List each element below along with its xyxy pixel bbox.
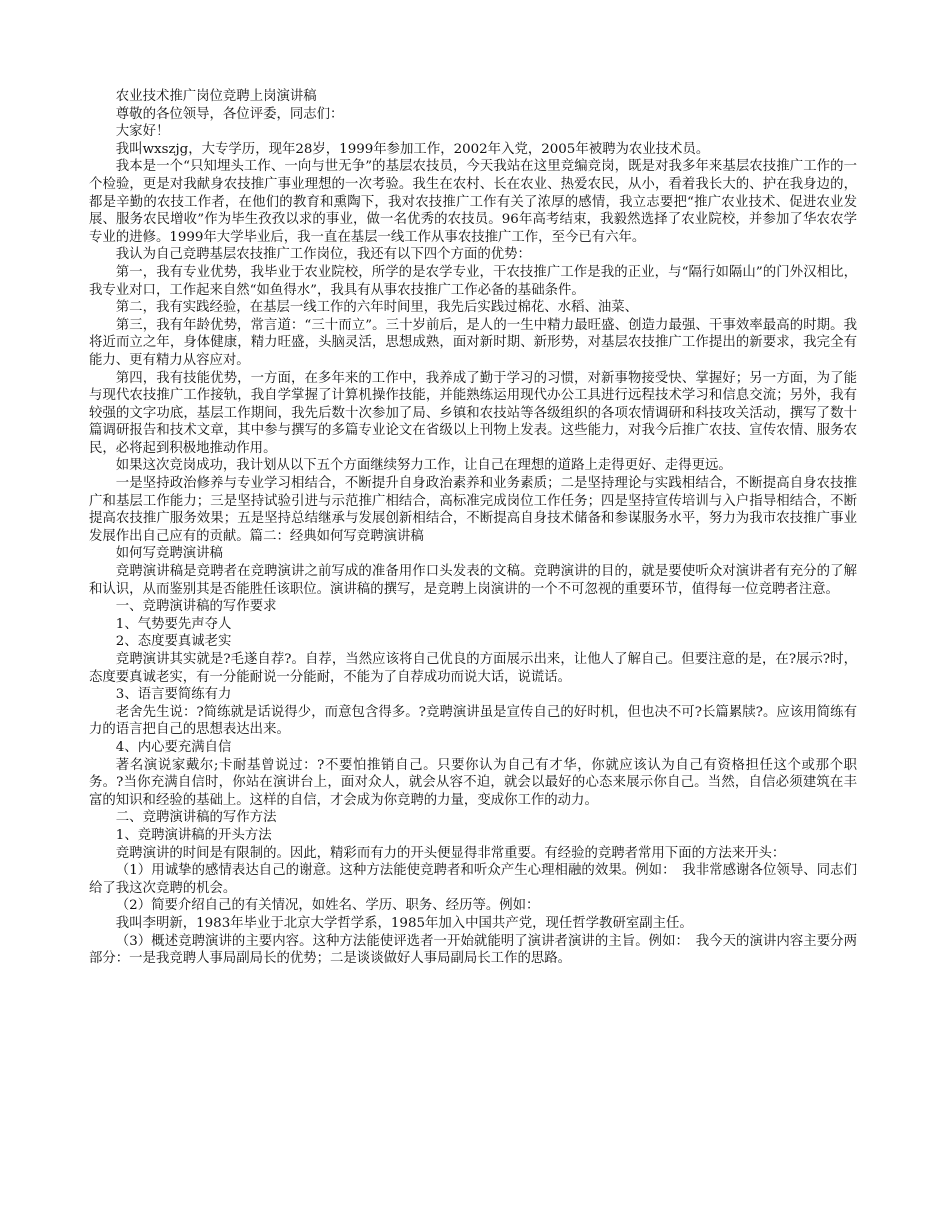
document-body [89,88,857,968]
paragraph: 我叫wxszjg，大专学历，现年28岁，1999年参加工作，2002年入党，2005年被聘为农业技术员。 [115,141,710,157]
greeting: 大家好！ [115,124,170,140]
paragraph: 竞聘演讲稿是竞聘者在竞聘演讲之前写成的准备用作口头发表的文稿。竞聘演讲的目的，就是要使听众对演讲者有充分的了解和认识，从而鉴别其是否能胜任该职位。演讲稿的撰写，是竞聘上岗演讲的一个不可忽视的重要环节，值得每一位竞聘者注意。 [89,564,857,597]
paragraph: 老舍先生说：?简练就是话说得少，而意包含得多。?竞聘演讲虽是宣传自己的好时机，但也决不可?长篇累牍?。应该用简练有力的语言把自己的思想表达出来。 [89,704,857,738]
document-title: 农业技术推广岗位竞聘上岗演讲稿 [115,89,317,104]
paragraph: 著名演说家戴尔;卡耐基曾说过：?不要怕推销自己。只要你认为自己有才华，你就应该认为自己有资格担任这个或那个职务。?当你充满自信时，你站在演讲台上，面对众人，就会从容不迫，就会以最好的心态来展示你自己。当然，自信必须建筑在丰富的知识和经验的基础上。这样的自信，才会成为你竞聘的力量，变成你工作的动力。 [89,757,857,808]
paragraph: 第四，我有技能优势，一方面，在多年来的工作中，我养成了勤于学习的习惯，对新事物接受快、掌握好；另一方面，为了能与现代农技推广工作接轨，我自学掌握了计算机操作技能，并能熟练运用现代办公工具进行远程技术学习和信息交流；另外，我有较强的文字功底，基层工作期间，我先后数十次参加了局、乡镇和农技站等各级组织的各项农情调研和科技攻关活动，撰写了数十篇调研报告和技术文章，其中参与撰写的多篇专业论文在省级以上刊物上发表。这些能力，对我今后推广农技、宣传农情、服务农民，必将起到积极地推动作用。 [89,370,857,456]
paragraph: 我认为自己竞聘基层农技推广工作岗位，我还有以下四个方面的优势： [115,247,531,263]
subheading: 4、内心要充满自信 [115,739,232,755]
paragraph: 第二，我有实践经验，在基层一线工作的六年时间里，我先后实践过棉花、水稻、油菜、 [115,300,639,316]
subheading: 1、气势要先声夺人 [115,616,232,632]
paragraph: 第三，我有年龄优势，常言道：“三十而立”。三十岁前后，是人的一生中精力最旺盛、创造力最强、干事效率最高的时期。我将近而立之年，身体健康，精力旺盛，头脑灵活，思想成熟，面对新时期、新形势，对基层农技推广工作提出的新要求，我完全有能力、更有精力从容应对。 [89,317,857,368]
subheading: 3、语言要简练有力 [115,687,232,703]
paragraph: （3）概述竞聘演讲的主要内容。这种方法能使评选者一开始就能明了演讲者演讲的主旨。例如： 我今天的演讲内容主要分两部分：一是我竞聘人事局副局长的优势；二是谈谈做好人事局副局长工作的思路。 [89,933,857,967]
section-title: 如何写竞聘演讲稿 [115,546,223,562]
paragraph: 我本是一个“只知埋头工作、一向与世无争”的基层农技员，今天我站在这里竞编竞岗，既是对我多年来基层农技推广工作的一个检验，更是对我献身农技推广事业理想的一次考验。我生在农村、长在农业、热爱农民，从小，看着我长大的、护在我身边的，都是辛勤的农技工作者，在他们的教育和熏陶下，我对农技推广工作有关了浓厚的感情，我立志要把“推广农业技术、促进农业发展、服务农民增收”作为毕生孜孜以求的事业，做一名优秀的农技员。96年高考结束，我毅然选择了农业院校，并参加了华农农学专业的进修。1999年大学毕业后，我一直在基层一线工作从事农技推广工作，至今已有六年。 [89,159,857,245]
paragraph: 竞聘演讲其实就是?毛遂自荐?。自荐，当然应该将自己优良的方面展示出来，让他人了解自己。但要注意的是，在?展示?时，态度要真诚老实，有一分能耐说一分能耐，不能为了自荐成功而说大话，说谎话。 [89,652,857,685]
paragraph: 一是坚持政治修养与专业学习相结合，不断提升自身政治素养和业务素质；二是坚持理论与实践相结合，不断提高自身农技推广和基层工作能力；三是坚持试验引进与示范推广相结合，高标准完成岗位工作任务；四是坚持宣传培训与入户指导相结合，不断提高农技推广服务效果；五是坚持总结继承与发展创新相结合，不断提高自身技术储备和参谋服务水平，努力为我市农技推广事业发展作出自己应有的贡献。篇二：经典如何写竞聘演讲稿 [89,476,857,544]
heading: 一、竞聘演讲稿的写作要求 [115,599,277,615]
subheading: 1、竞聘演讲稿的开头方法 [115,827,272,843]
paragraph: 如果这次竞岗成功，我计划从以下五个方面继续努力工作，让自己在理想的道路上走得更好、走得更远。 [115,458,732,474]
paragraph: 第一，我有专业优势，我毕业于农业院校，所学的是农学专业，干农技推广工作是我的正业，与“隔行如隔山”的门外汉相比，我专业对口，工作起来自然“如鱼得水”，我具有从事农技推广工作必备的基础条件。 [89,264,857,298]
salutation: 尊敬的各位领导，各位评委，同志们： [115,106,344,122]
heading: 二、竞聘演讲稿的写作方法 [115,810,277,826]
paragraph: （1）用诚挚的感情表达自己的谢意。这种方法能使竞聘者和听众产生心理相融的效果。例如： 我非常感谢各位领导、同志们给了我这次竞聘的机会。 [89,863,857,896]
subheading: 2、态度要真诚老实 [115,634,232,650]
paragraph: 竞聘演讲的时间是有限制的。因此，精彩而有力的开头便显得非常重要。有经验的竞聘者常用下面的方法来开头： [115,845,786,861]
paragraph: 我叫李明新，1983年毕业于北京大学哲学系，1985年加入中国共产党，现任哲学教研室副主任。 [115,915,693,931]
paragraph: （2）简要介绍自己的有关情况，如姓名、学历、职务、经历等。例如： [115,898,540,914]
